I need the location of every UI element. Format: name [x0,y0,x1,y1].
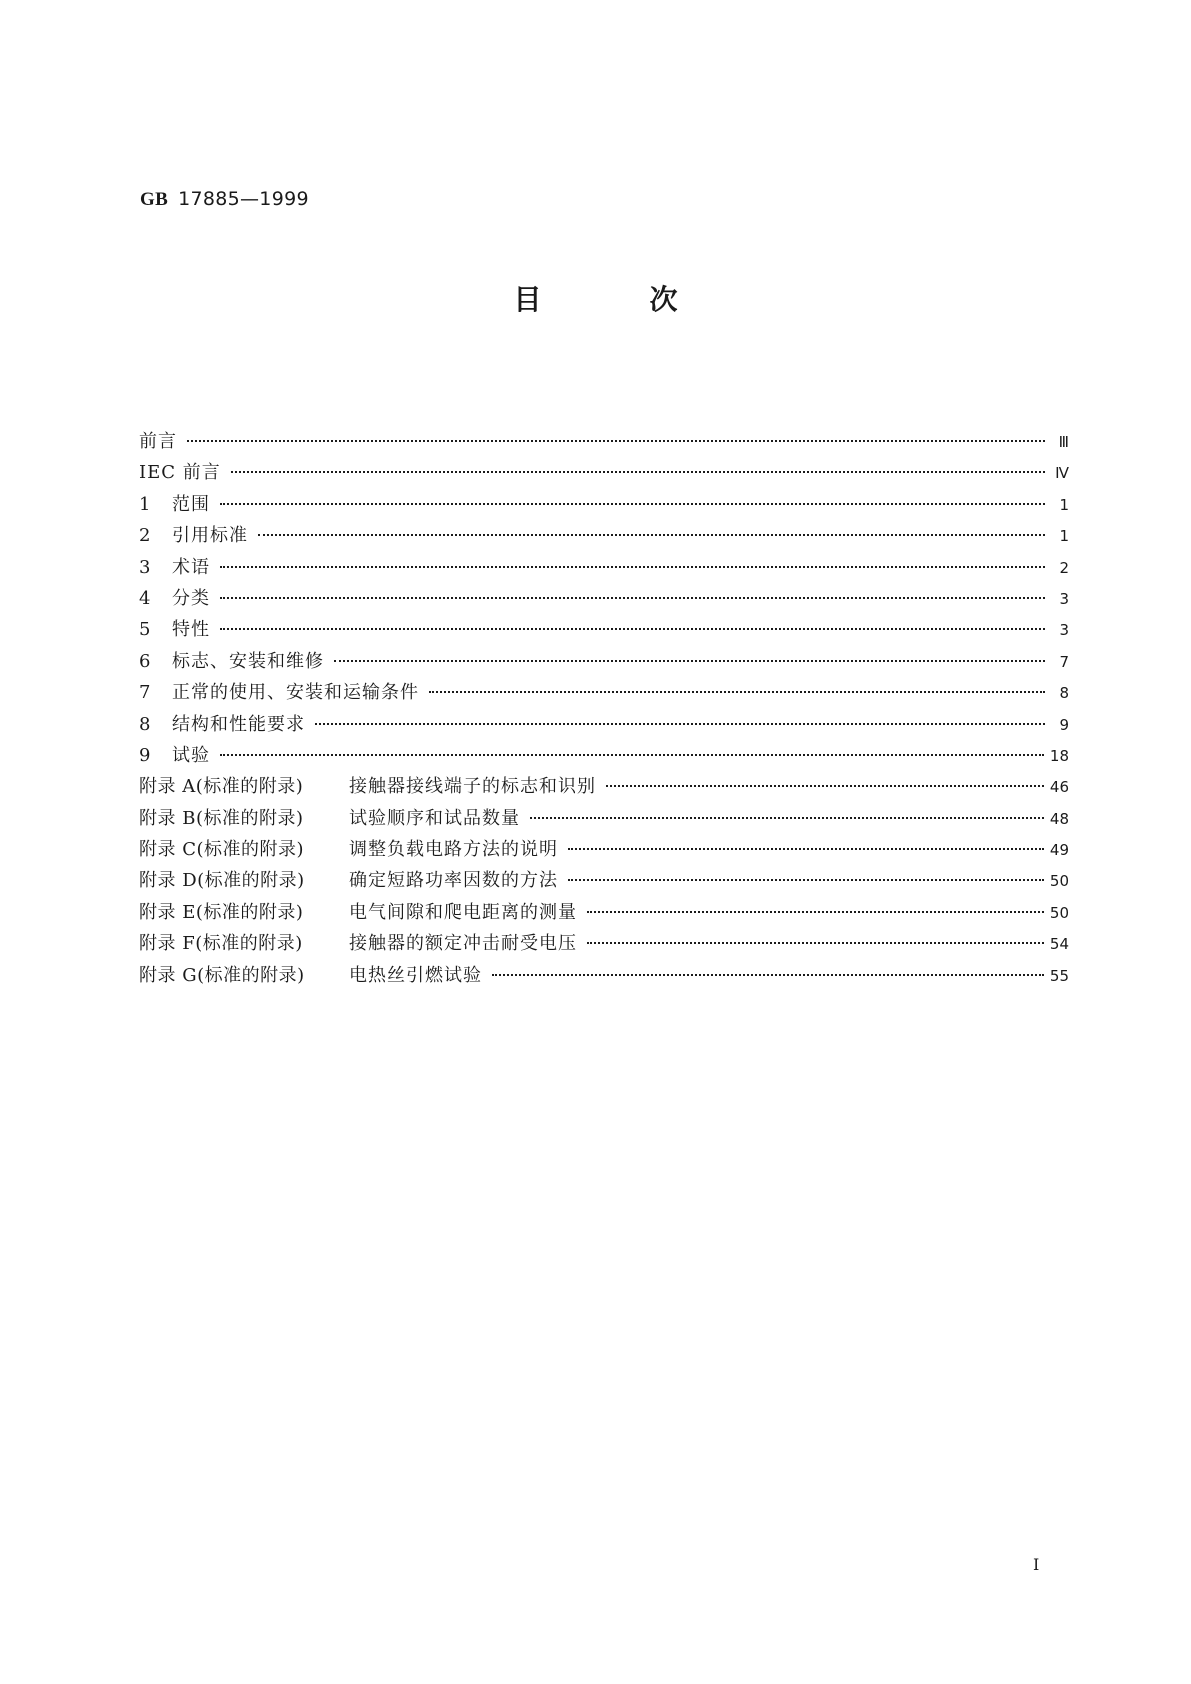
toc-entry-references[interactable] [139,520,1069,551]
toc-entry-label: 前言 [139,431,177,452]
table-of-contents [139,426,1069,991]
toc-entry-appendix-c[interactable] [139,834,1069,865]
toc-entry-label: 调整负载电路方法的说明 [349,839,558,861]
toc-entry-number: 3 [139,556,151,578]
toc-entry-page: 3 [1059,589,1069,608]
toc-entry-label: 正常的使用、安装和运输条件 [172,682,419,704]
toc-entry-marking[interactable] [139,646,1069,677]
toc-entry-label: 接触器接线端子的标志和识别 [349,776,596,798]
toc-entry-page: 50 [1049,872,1069,891]
dot-leader [492,973,1044,976]
dot-leader [334,659,1045,662]
toc-entry-page: 49 [1049,841,1069,860]
toc-entry-page: 54 [1049,935,1069,954]
dot-leader [587,941,1044,944]
toc-entry-foreword[interactable] [139,426,1069,457]
dot-leader [187,439,1045,442]
toc-entry-label: 接触器的额定冲击耐受电压 [349,933,577,955]
toc-entry-label: 试验 [172,744,210,766]
toc-entry-appendix-d[interactable] [139,865,1069,896]
toc-entry-classification[interactable] [139,583,1069,614]
standard-number: 17885—1999 [178,188,309,210]
toc-entry-label: 特性 [172,619,210,641]
toc-entry-number: 6 [139,650,151,672]
appendix-heading: 附录 G(标准的附录) [139,964,305,986]
appendix-heading: 附录 F(标准的附录) [139,933,303,955]
dot-leader [568,878,1044,881]
toc-entry-label: 标志、安装和维修 [172,650,324,672]
appendix-heading: 附录 B(标准的附录) [139,807,304,829]
toc-entry-label: 引用标准 [172,525,248,547]
appendix-heading: 附录 D(标准的附录) [139,870,305,892]
toc-entry-page: 3 [1059,621,1069,640]
dot-leader [220,753,1044,756]
standard-header [140,188,309,211]
toc-entry-number: 4 [139,587,151,609]
toc-entry-label: 试验顺序和试品数量 [349,807,520,829]
dot-leader [530,816,1044,819]
toc-entry-page: 50 [1049,903,1069,922]
dot-leader [220,502,1045,505]
toc-entry-page: 2 [1059,558,1069,577]
toc-entry-label: 分类 [172,587,210,609]
toc-entry-page: 18 [1049,746,1069,765]
toc-entry-appendix-b[interactable] [139,803,1069,834]
toc-entry-tests[interactable] [139,740,1069,771]
toc-entry-label: 结构和性能要求 [172,713,305,735]
toc-entry-page: 7 [1059,652,1069,671]
toc-entry-label: 范围 [172,493,210,515]
toc-entry-characteristics[interactable] [139,614,1069,645]
toc-entry-page: 55 [1049,966,1069,985]
toc-entry-page: 48 [1049,809,1069,828]
toc-entry-scope[interactable] [139,489,1069,520]
toc-entry-label: 电气间隙和爬电距离的测量 [349,901,577,923]
toc-entry-page: 1 [1059,495,1069,514]
toc-entry-label: IEC 前言 [139,462,221,484]
toc-entry-appendix-g[interactable] [139,960,1069,991]
toc-entry-appendix-f[interactable] [139,928,1069,959]
dot-leader [220,627,1045,630]
appendix-heading: 附录 A(标准的附录) [139,776,304,798]
dot-leader [606,784,1044,787]
toc-entry-page: 1 [1059,527,1069,546]
toc-entry-terms[interactable] [139,552,1069,583]
toc-entry-page: 8 [1059,684,1069,703]
dot-leader [315,722,1045,725]
dot-leader [568,847,1044,850]
toc-entry-page: 9 [1059,715,1069,734]
toc-entry-page: 46 [1049,778,1069,797]
appendix-heading: 附录 E(标准的附录) [139,901,304,923]
toc-entry-appendix-a[interactable] [139,771,1069,802]
toc-entry-number: 5 [139,619,151,641]
page-title: 目次 [513,283,786,316]
toc-entry-label: 术语 [172,556,210,578]
toc-entry-page: Ⅳ [1055,464,1069,483]
toc-entry-appendix-e[interactable] [139,897,1069,928]
dot-leader [587,910,1044,913]
dot-leader [429,690,1045,693]
toc-entry-number: 9 [139,744,151,766]
toc-entry-page: Ⅲ [1058,433,1069,451]
standard-code: GB [140,189,169,210]
toc-entry-iec-foreword[interactable] [139,457,1069,488]
toc-entry-label: 确定短路功率因数的方法 [349,870,558,892]
toc-entry-number: 1 [139,493,151,515]
dot-leader [258,533,1045,536]
dot-leader [220,596,1045,599]
toc-entry-number: 7 [139,682,151,704]
toc-entry-label: 电热丝引燃试验 [349,964,482,986]
dot-leader [231,470,1045,473]
toc-entry-conditions[interactable] [139,677,1069,708]
toc-entry-number: 2 [139,525,151,547]
toc-entry-requirements[interactable] [139,709,1069,740]
dot-leader [220,565,1045,568]
page-number: Ⅰ [1033,1557,1040,1574]
toc-entry-number: 8 [139,713,151,735]
appendix-heading: 附录 C(标准的附录) [139,839,305,861]
